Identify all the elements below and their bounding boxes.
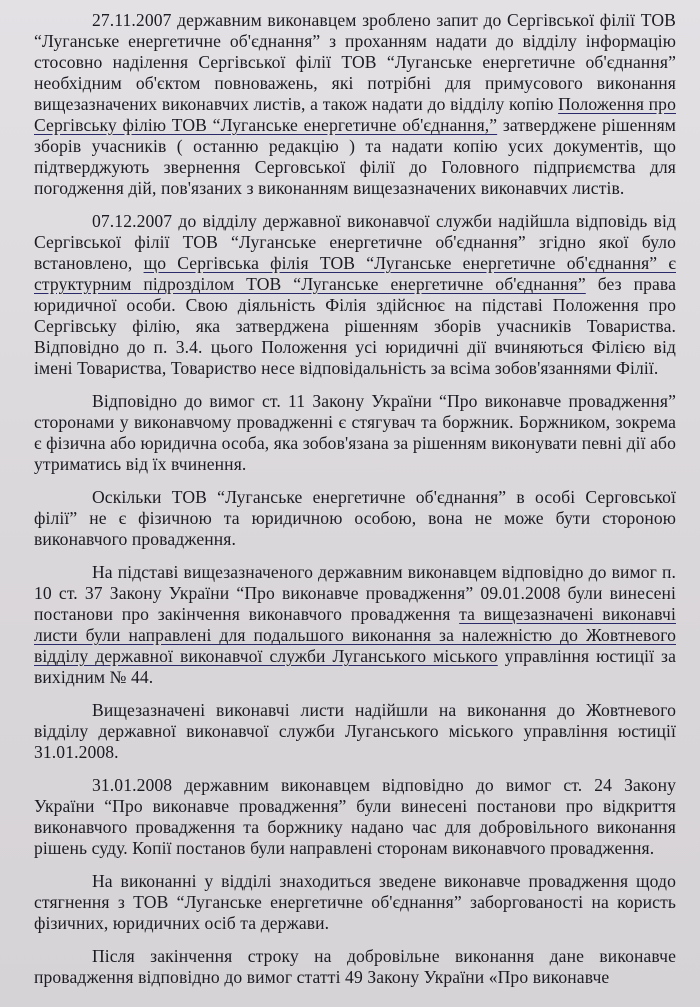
paragraph-law-article-11 (34, 391, 676, 475)
paragraph-opened-31-01-2008 (34, 775, 676, 859)
text-segment: 31.01.2008 державним виконавцем відповідно до вимог ст. 24 Закону України “Про виконавче провадження” були винесені постанови про відкриття виконавчого провадження та боржнику надано час для добровільного виконання рішень суду. Копії постанов були направлені сторонам виконавчого провадження. (34, 775, 676, 858)
text-segment: На виконанні у відділі знаходиться зведене виконавче провадження щодо стягнення з ТОВ “Луганське енергетичне об'єднання” заборгованості на користь фізичних, юридичних осіб та держави. (34, 871, 676, 933)
document-body (34, 0, 676, 988)
paragraph-closing-09-01-2008 (34, 562, 676, 688)
text-segment: 07.12.2007 до відділу державної виконавчої служби надійшла відповідь від Сергівської філії ТОВ “Луганське енергетичне об'єднання” згідно якої було встановлено, (34, 211, 676, 273)
text-segment: Оскільки ТОВ “Луганське енергетичне об'єднання” в особі Серговської філії” не є фізичною та юридичною особою, вона не може бути стороною виконавчого провадження. (34, 487, 676, 549)
underlined-text-segment: Положення про Сергівську філію ТОВ “Луганське енергетичне об'єднання,” (34, 94, 676, 135)
text-segment: Після закінчення строку на добровільне виконання дане виконавче провадження відповідно до вимог статті 49 Закону України «Про виконавче (34, 946, 676, 987)
paragraph-not-a-party (34, 487, 676, 550)
text-segment: затверджене рішенням зборів учасників ( останню редакцію ) та надати копію усих документів, що підтверджують звернення Серговської філії до Головного підприємства для погодження дій, пов'язаних з виконанням вищезазначених виконавчих листів. (34, 115, 676, 198)
underlined-text-segment: та вищезазначені виконавчі листи були направлені для подальшого виконання за належністю до Жовтневого відділу державної виконавчої служби Луганського міського (34, 604, 676, 666)
text-segment: Вищезазначені виконавчі листи надійшли на виконання до Жовтневого відділу державної виконавчої служби Луганського міського управління юстиції 31.01.2008. (34, 700, 676, 762)
text-segment: На підставі вищезазначеного державним виконавцем відповідно до вимог п. 10 ст. 37 Закону України “Про виконавче провадження” 09.01.2008 були винесені постанови про закінчення виконавчого провадження (34, 562, 676, 624)
text-segment: без права юридичної особи. Свою діяльність Філія здійснює на підставі Положення про Сергівську філію, яка затверджена рішенням зборів учасників Товариства. Відповідно до п. 3.4. цього Положення усі юридичні дії вчиняються Філією від імені Товариства, Товариство несе відповідальність за всіма зобов'язаннями Філії. (34, 274, 676, 378)
paragraph-response-07-12-2007 (34, 211, 676, 379)
underlined-text-segment: що Сергівська філія ТОВ “Луганське енергетичне об'єднання” є структурним підрозділом ТОВ “Луганське енергетичне об'єднання” (34, 253, 676, 294)
paragraph-after-deadline (34, 946, 676, 988)
paragraph-received-31-01-2008 (34, 700, 676, 763)
text-segment: Відповідно до вимог ст. 11 Закону України “Про виконавче провадження” сторонами у виконавчому провадженні є стягувач та боржник. Боржником, зокрема є фізична або юридична особа, яка зобов'язана за рішенням виконувати певні дії або утриматись від їх вчинення. (34, 391, 676, 474)
paragraph-request-27-11-2007 (34, 10, 676, 199)
text-segment: управління юстиції за вихідним № 44. (34, 646, 676, 687)
paragraph-consolidated-proceeding (34, 871, 676, 934)
text-segment: 27.11.2007 державним виконавцем зроблено запит до Сергівської філії ТОВ “Луганське енергетичне об'єднання” з проханням надати до відділу інформацію стосовно наділення Сергівської філії ТОВ “Луганське енергетичне об'єднання” необхідним об'єктом повноважень, які потрібні для примусового виконання вищезазначених виконавчих листів, а також надати до відділу копію (34, 10, 676, 114)
